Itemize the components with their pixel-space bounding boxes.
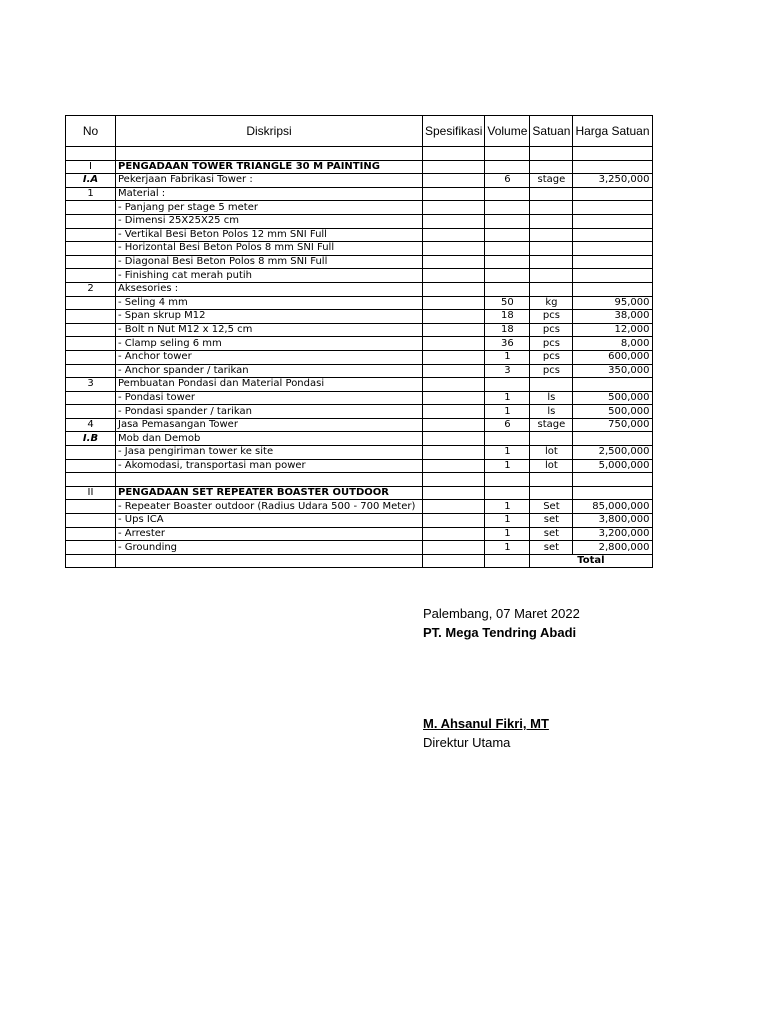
cell-no: 1 [66,187,116,201]
cell-spec [423,201,485,215]
cell-harga [573,269,652,283]
cell-desc: - Horizontal Besi Beton Polos 8 mm SNI Full [116,242,423,256]
cell-spec [423,350,485,364]
cell-sat: pcs [530,310,573,324]
cell-desc: - Dimensi 25X25X25 cm [116,214,423,228]
cell-no: 4 [66,418,116,432]
table-row [66,228,653,242]
table-row [66,486,653,500]
table-row [66,473,653,487]
cell-desc: Jasa Pemasangan Tower [116,418,423,432]
cell-sat [530,201,573,215]
cell-desc: - Seling 4 mm [116,296,423,310]
cell-desc: - Panjang per stage 5 meter [116,201,423,215]
cell-harga: 5,000,000 [573,459,652,473]
cell-no [66,214,116,228]
cell-sat: lot [530,459,573,473]
cell-harga: 600,000 [573,350,652,364]
cell-vol: 1 [485,350,530,364]
cell-harga [573,160,652,174]
table-row [66,282,653,296]
cell-spec [423,337,485,351]
cell-harga: 3,800,000 [573,514,652,528]
cell-harga: 8,000 [573,337,652,351]
cell-vol: 1 [485,514,530,528]
signature-title: Direktur Utama [423,735,511,750]
cell-spec [423,255,485,269]
cell-vol: 1 [485,446,530,460]
total-empty-cell [66,554,116,568]
table-row [66,527,653,541]
cell-harga: 95,000 [573,296,652,310]
cell-no [66,323,116,337]
table-row [66,214,653,228]
cell-spec [423,405,485,419]
table-row [66,201,653,215]
cell-sat: ls [530,405,573,419]
cell-sat: stage [530,418,573,432]
cell-vol: 18 [485,323,530,337]
cell-harga [573,486,652,500]
cell-sat: Set [530,500,573,514]
cell-vol [485,201,530,215]
cell-spec [423,459,485,473]
cell-sat [530,147,573,161]
table-row [66,337,653,351]
cell-sat [530,378,573,392]
total-empty-cell [116,554,423,568]
cell-harga [573,282,652,296]
table-row [66,378,653,392]
cell-vol: 1 [485,459,530,473]
cell-no [66,296,116,310]
cell-desc [116,473,423,487]
cell-spec [423,174,485,188]
cell-sat [530,473,573,487]
cell-vol [485,160,530,174]
cell-spec [423,242,485,256]
cell-desc: Pekerjaan Fabrikasi Tower : [116,174,423,188]
cell-desc: Aksesories : [116,282,423,296]
cell-desc: - Pondasi spander / tarikan [116,405,423,419]
cell-harga: 3,250,000 [573,174,652,188]
cell-desc: - Anchor spander / tarikan [116,364,423,378]
cell-desc: - Grounding [116,541,423,555]
table-row [66,242,653,256]
cell-vol: 1 [485,391,530,405]
cell-no: 2 [66,282,116,296]
table-row [66,405,653,419]
cell-no: I [66,160,116,174]
cell-no [66,527,116,541]
cell-sat [530,242,573,256]
cell-harga: 3,200,000 [573,527,652,541]
cell-vol: 18 [485,310,530,324]
cell-no [66,446,116,460]
table-row [66,541,653,555]
cell-desc: - Akomodasi, transportasi man power [116,459,423,473]
cell-spec [423,228,485,242]
cell-sat: set [530,514,573,528]
cell-spec [423,446,485,460]
header-vol: Volume [485,116,530,147]
cell-no [66,228,116,242]
cell-no [66,391,116,405]
table-row [66,418,653,432]
cell-vol: 1 [485,527,530,541]
cell-desc: - Repeater Boaster outdoor (Radius Udara 500 - 700 Meter) [116,500,423,514]
cell-harga: 350,000 [573,364,652,378]
cell-vol [485,269,530,283]
table-row [66,350,653,364]
cell-no [66,310,116,324]
cell-sat [530,255,573,269]
table-row [66,446,653,460]
cell-harga: 2,800,000 [573,541,652,555]
cell-sat: pcs [530,364,573,378]
cell-desc: - Arrester [116,527,423,541]
cell-spec [423,323,485,337]
cell-desc: - Pondasi tower [116,391,423,405]
cell-no [66,350,116,364]
cell-sat: pcs [530,350,573,364]
signature-place-date: Palembang, 07 Maret 2022 [423,606,580,621]
cell-sat: pcs [530,323,573,337]
header-desc: Diskripsi [116,116,423,147]
cell-vol: 3 [485,364,530,378]
cell-desc: - Jasa pengiriman tower ke site [116,446,423,460]
cell-sat: kg [530,296,573,310]
cell-vol [485,473,530,487]
table-row [66,160,653,174]
cell-sat [530,269,573,283]
table-row [66,432,653,446]
cell-desc: - Clamp seling 6 mm [116,337,423,351]
cell-spec [423,527,485,541]
cell-vol [485,187,530,201]
cell-sat [530,486,573,500]
cell-sat: set [530,527,573,541]
cell-vol: 36 [485,337,530,351]
cell-spec [423,473,485,487]
cell-no [66,364,116,378]
cell-no [66,201,116,215]
cell-sat [530,214,573,228]
cell-harga [573,147,652,161]
cell-harga [573,228,652,242]
cell-vol: 1 [485,541,530,555]
table-row [66,364,653,378]
cell-no: II [66,486,116,500]
header-no: No [66,116,116,147]
table-row [66,187,653,201]
cell-no [66,242,116,256]
header-harga: Harga Satuan [573,116,652,147]
cell-spec [423,378,485,392]
cell-harga [573,187,652,201]
cell-vol: 1 [485,405,530,419]
cell-sat: stage [530,174,573,188]
cell-vol [485,147,530,161]
table-row [66,459,653,473]
cell-no [66,255,116,269]
cell-vol [485,282,530,296]
cell-spec [423,147,485,161]
cell-vol [485,214,530,228]
quotation-table [65,115,653,568]
header-sat: Satuan [530,116,573,147]
cell-spec [423,310,485,324]
cell-desc [116,147,423,161]
cell-desc: - Anchor tower [116,350,423,364]
cell-spec [423,282,485,296]
cell-no [66,500,116,514]
cell-spec [423,364,485,378]
signature-company: PT. Mega Tendring Abadi [423,625,577,640]
total-empty-cell [485,554,530,568]
cell-spec [423,500,485,514]
cell-spec [423,391,485,405]
cell-sat [530,187,573,201]
cell-desc: PENGADAAN TOWER TRIANGLE 30 M PAINTING [116,160,423,174]
cell-vol [485,228,530,242]
signature-name: M. Ahsanul Fikri, MT [423,716,549,731]
cell-harga: 38,000 [573,310,652,324]
cell-harga [573,201,652,215]
cell-harga: 500,000 [573,391,652,405]
cell-vol: 6 [485,418,530,432]
cell-vol [485,378,530,392]
cell-vol [485,242,530,256]
cell-vol [485,255,530,269]
cell-desc: Pembuatan Pondasi dan Material Pondasi [116,378,423,392]
cell-desc: - Ups ICA [116,514,423,528]
cell-sat [530,432,573,446]
cell-spec [423,187,485,201]
cell-sat: pcs [530,337,573,351]
cell-vol: 50 [485,296,530,310]
cell-harga [573,242,652,256]
cell-desc: - Diagonal Besi Beton Polos 8 mm SNI Full [116,255,423,269]
table-row [66,310,653,324]
cell-desc: Mob dan Demob [116,432,423,446]
cell-harga: 12,000 [573,323,652,337]
cell-harga: 750,000 [573,418,652,432]
cell-sat [530,282,573,296]
cell-no [66,147,116,161]
cell-no: 3 [66,378,116,392]
cell-no [66,541,116,555]
table-row [66,174,653,188]
cell-desc: PENGADAAN SET REPEATER BOASTER OUTDOOR [116,486,423,500]
cell-desc: - Bolt n Nut M12 x 12,5 cm [116,323,423,337]
cell-no: I.B [66,432,116,446]
table-row [66,255,653,269]
cell-spec [423,418,485,432]
table-row [66,514,653,528]
cell-sat [530,228,573,242]
table-row [66,147,653,161]
table-row [66,500,653,514]
cell-spec [423,486,485,500]
cell-spec [423,514,485,528]
table-header-row [66,116,653,147]
cell-harga [573,473,652,487]
cell-no [66,269,116,283]
cell-vol: 1 [485,500,530,514]
total-empty-cell [423,554,485,568]
cell-no [66,514,116,528]
table-total-row [66,554,653,568]
cell-harga [573,432,652,446]
cell-spec [423,269,485,283]
table-row [66,296,653,310]
cell-harga: 2,500,000 [573,446,652,460]
cell-no [66,459,116,473]
cell-desc: Material : [116,187,423,201]
table-row [66,391,653,405]
table-row [66,323,653,337]
cell-spec [423,541,485,555]
cell-harga [573,214,652,228]
cell-spec [423,296,485,310]
cell-desc: - Finishing cat merah putih [116,269,423,283]
cell-no: I.A [66,174,116,188]
cell-sat: set [530,541,573,555]
cell-desc: - Vertikal Besi Beton Polos 12 mm SNI Full [116,228,423,242]
cell-vol [485,432,530,446]
cell-no [66,405,116,419]
cell-vol: 6 [485,174,530,188]
cell-sat: lot [530,446,573,460]
table-row [66,269,653,283]
cell-desc: - Span skrup M12 [116,310,423,324]
cell-sat [530,160,573,174]
total-label: Total [530,554,652,568]
cell-vol [485,486,530,500]
cell-spec [423,432,485,446]
cell-no [66,473,116,487]
cell-spec [423,214,485,228]
cell-spec [423,160,485,174]
cell-sat: ls [530,391,573,405]
cell-no [66,337,116,351]
cell-harga [573,378,652,392]
header-spec: Spesifikasi [423,116,485,147]
cell-harga: 85,000,000 [573,500,652,514]
cell-harga: 500,000 [573,405,652,419]
cell-harga [573,255,652,269]
